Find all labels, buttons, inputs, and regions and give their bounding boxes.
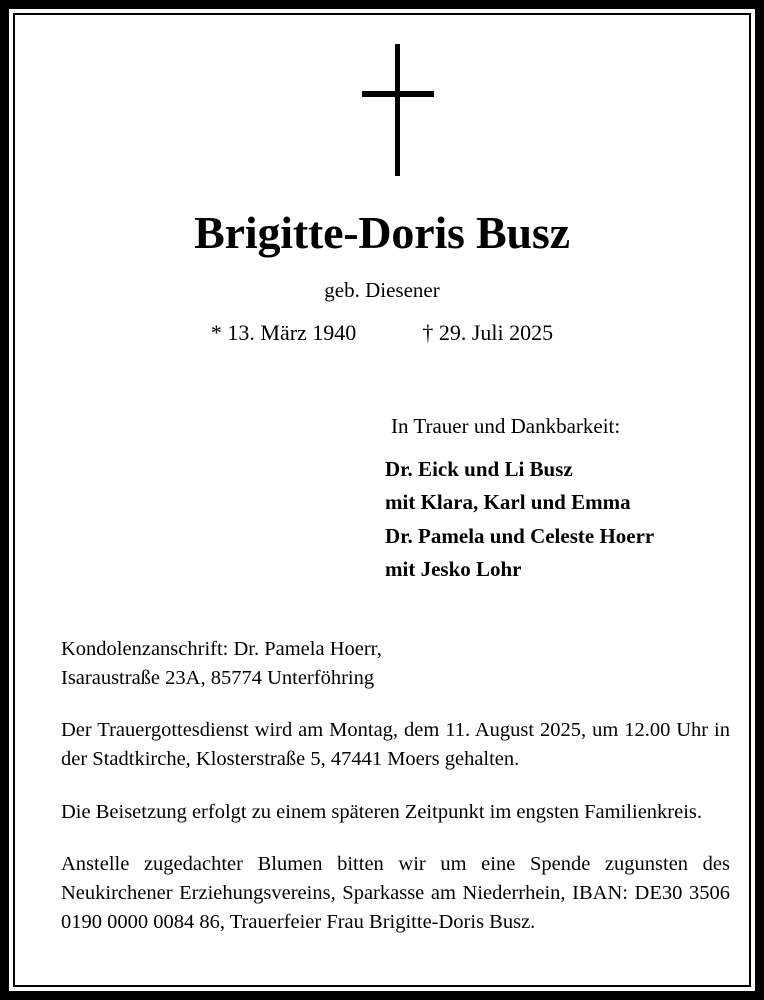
maiden-name: geb. Diesener xyxy=(324,277,440,302)
notice-body xyxy=(61,635,730,937)
cross-vertical-bar xyxy=(395,44,400,176)
funeral-service-details: Der Trauergottesdienst wird am Montag, dem 11. August 2025, um 12.00 Uhr in der Stadtkirche, Klosterstraße 5, 47441 Moers gehalten. xyxy=(61,719,730,771)
mourners-block xyxy=(385,414,745,586)
mourner-line: mit Jesko Lohr xyxy=(385,556,522,581)
condolence-address xyxy=(61,635,730,692)
donation-request: Anstelle zugedachter Blumen bitten wir um eine Spende zugunsten des Neukirchener Erziehungsvereins, Sparkasse am Niederrhein, IBAN: DE30 3506 0190 0000 0084 86, Trauerfeier Frau Brigitte-Doris Busz. xyxy=(61,853,730,933)
identity-block xyxy=(15,209,749,345)
condolence-address-line-1: Kondolenzanschrift: Dr. Pamela Hoerr, xyxy=(61,638,382,660)
mourner-line: mit Klara, Karl und Emma xyxy=(385,490,631,515)
mourners-list xyxy=(385,453,745,586)
life-dates xyxy=(15,320,749,345)
cross-horizontal-bar xyxy=(362,91,434,97)
date-of-birth: * 13. März 1940 xyxy=(210,319,357,345)
mourners-intro: In Trauer und Dankbarkeit: xyxy=(391,414,621,438)
date-of-death: † 29. Juli 2025 xyxy=(422,319,554,345)
mourner-line: Dr. Pamela und Celeste Hoerr xyxy=(385,523,655,548)
condolence-address-line-2: Isaraustraße 23A, 85774 Unterföhring xyxy=(61,666,375,689)
deceased-name: Brigitte-Doris Busz xyxy=(194,207,570,258)
mourner-line: Dr. Eick und Li Busz xyxy=(385,457,573,482)
burial-details: Die Beisetzung erfolgt zu einem späteren Zeitpunkt im engsten Familienkreis. xyxy=(61,800,703,823)
christian-cross-icon xyxy=(362,44,434,176)
notice-card xyxy=(15,15,749,985)
